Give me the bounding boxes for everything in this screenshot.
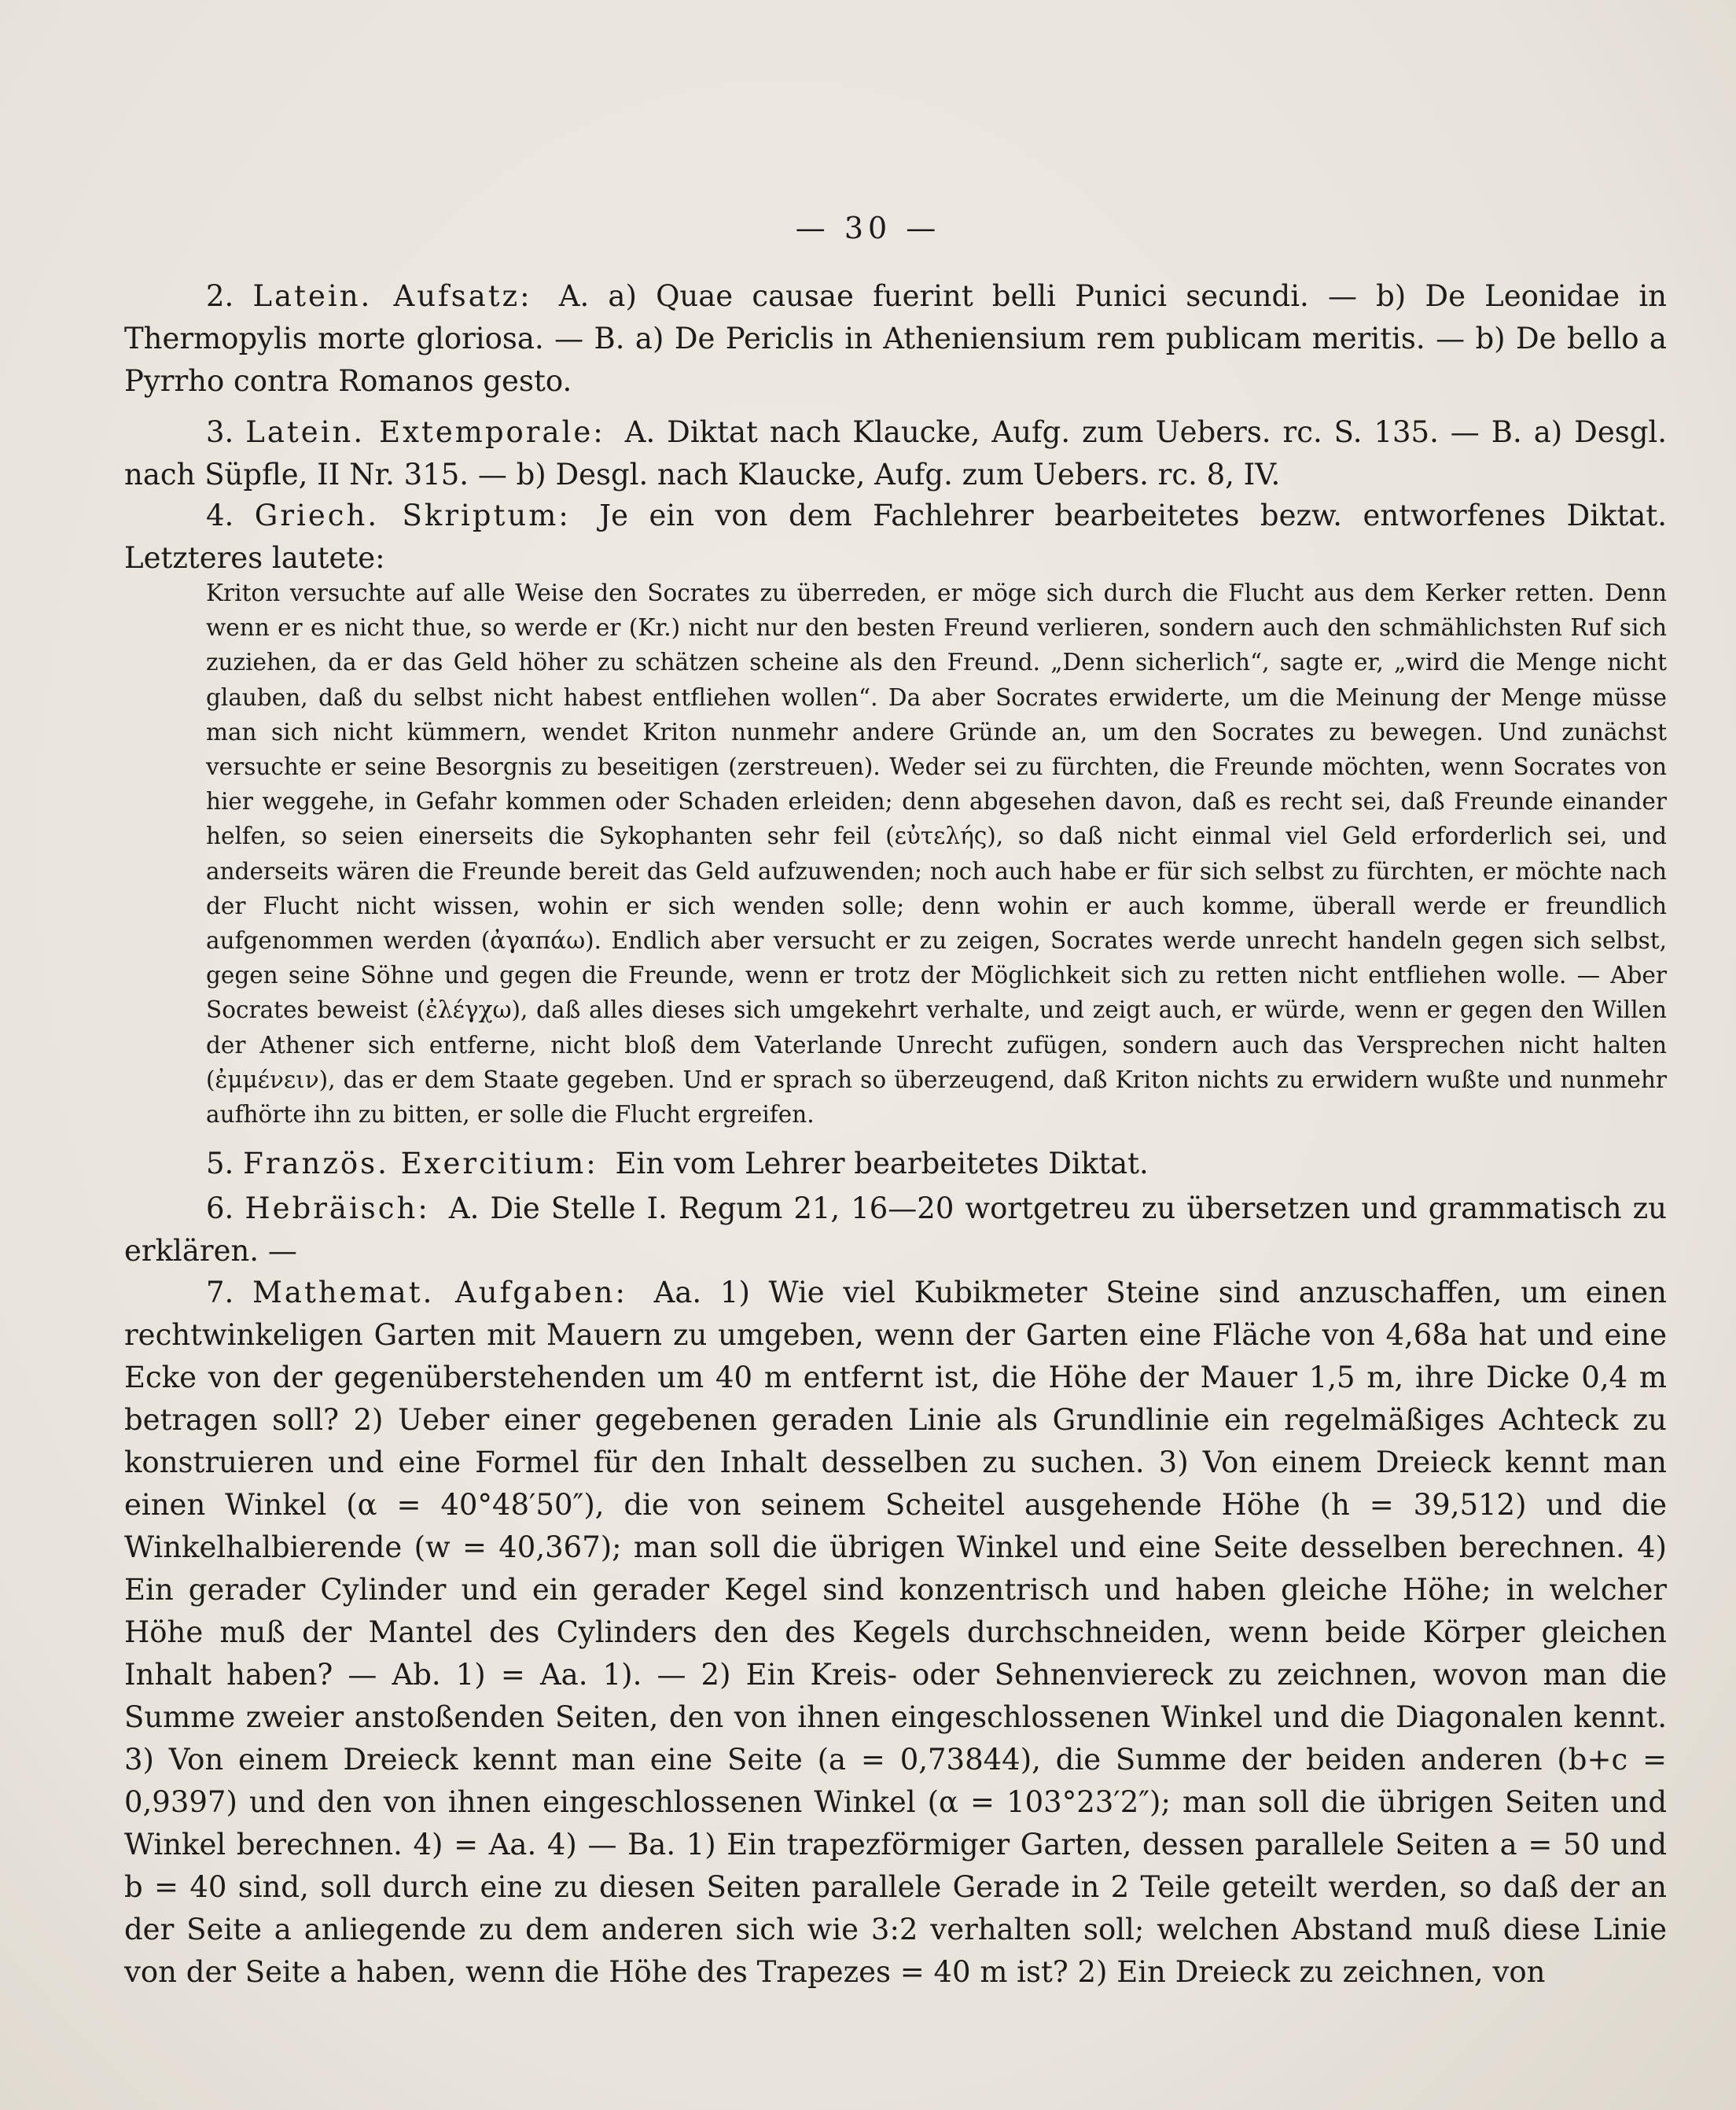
section-number: 5. bbox=[206, 1147, 234, 1180]
section-text: A. Diktat nach Klaucke, Aufg. zum Uebers. rc. S. 135. — B. a) Desgl. nach Süpfle, II Nr. 315. — b) Desgl. nach Klaucke, Aufg. zum Uebers. rc. 8, IV. bbox=[124, 415, 1668, 492]
page-number: — 30 — bbox=[795, 211, 941, 245]
section-heading: Griech. Skriptum: bbox=[254, 499, 571, 532]
section-hebrew bbox=[124, 1188, 1667, 1272]
section-math-problems bbox=[124, 1272, 1667, 1994]
section-number: 4. bbox=[206, 499, 234, 532]
section-number: 6. bbox=[206, 1191, 234, 1225]
greek-dictation-text bbox=[206, 576, 1667, 1132]
section-french-exercitium bbox=[124, 1143, 1667, 1185]
section-heading: Latein. Aufsatz: bbox=[252, 279, 532, 313]
section-text: A. Die Stelle I. Regum 21, 16—20 wortgetreu zu übersetzen und grammatisch zu erklären. — bbox=[124, 1191, 1667, 1268]
section-text: A. a) Quae causae fuerint belli Punici secundi. — b) De Leonidae in Thermopylis morte gloriosa. — B. a) De Periclis in Atheniensium rem publicam meritis. — b) De bello a Pyrrho contra Romanos gesto. bbox=[124, 279, 1668, 398]
section-number: 7. bbox=[206, 1276, 234, 1309]
section-latin-extemporale bbox=[124, 411, 1667, 496]
section-number: 3. bbox=[206, 415, 234, 449]
section-heading: Hebräisch: bbox=[245, 1191, 430, 1225]
section-text: Aa. 1) Wie viel Kubikmeter Steine sind anzuschaffen, um einen rechtwinkeligen Garten mit Mauern zu umgeben, wenn der Garten eine Fläche von 4,68a hat und eine Ecke von der gegenüberstehenden um 40 m entfernt ist, die Höhe der Mauer 1,5 m, ihre Dicke 0,4 m betragen soll? 2) Ueber einer gegebenen geraden Linie als Grundlinie ein regelmäßiges Achteck zu konstruieren und eine Formel für den Inhalt desselben zu suchen. 3) Von einem Dreieck kennt man einen Winkel (α = 40°48′50″), die von seinem Scheitel ausgehende Höhe (h = 39,512) und die Winkelhalbierende (w = 40,367); man soll die übrigen Winkel und eine Seite desselben berechnen. 4) Ein gerader Cylinder und ein gerader Kegel sind konzentrisch und haben gleiche Höhe; in welcher Höhe muß der Mantel des Cylinders den des Kegels durchschneiden, wenn beide Körper gleichen Inhalt haben? — Ab. 1) = Aa. 1). — 2) Ein Kreis- oder Sehnenviereck zu zeichnen, wovon man die Summe zweier anstoßenden Seiten, den von ihnen eingeschlossenen Winkel und die Diagonalen kennt. 3) Von einem Dreieck kennt man eine Seite (a = 0,73844), die Summe der beiden anderen (b+c = 0,9397) und den von ihnen eingeschlossenen Winkel (α = 103°23′2″); man soll die übrigen Seiten und Winkel berechnen. 4) = Aa. 4) — Ba. 1) Ein trapezförmiger Garten, dessen parallele Seiten a = 50 und b = 40 sind, soll durch eine zu diesen Seiten parallele Gerade in 2 Teile geteilt werden, so daß der an der Seite a anliegende zu dem anderen sich wie 3:2 verhalten soll; welchen Abstand muß diese Linie von der Seite a haben, wenn die Höhe des Trapezes = 40 m ist? 2) Ein Dreieck zu zeichnen, von bbox=[124, 1276, 1667, 1989]
section-number: 2. bbox=[206, 279, 234, 313]
section-heading: Mathemat. Aufgaben: bbox=[252, 1276, 627, 1309]
section-text: Ein vom Lehrer bearbeitetes Diktat. bbox=[615, 1147, 1149, 1180]
dictation-body: Kriton versuchte auf alle Weise den Socrates zu überreden, er möge sich durch die Flucht aus dem Kerker retten. Denn wenn er es nicht thue, so werde er (Kr.) nicht nur den besten Freund verlieren, sondern auch den schmählichsten Ruf sich zuziehen, da er das Geld höher zu schätzen scheine als den Freund. „Denn sicherlich“, sagte er, „wird die Menge nicht glauben, daß du selbst nicht habest entfliehen wollen“. Da aber Socrates erwiderte, um die Meinung der Menge müsse man sich nicht kümmern, wendet Kriton nunmehr andere Gründe an, um den Socrates zu bewegen. Und zunächst versuchte er seine Besorgnis zu beseitigen (zerstreuen). Weder sei zu fürchten, die Freunde möchten, wenn Socrates von hier weggehe, in Gefahr kommen oder Schaden erleiden; denn abgesehen davon, daß es recht sei, daß Freunde einander helfen, so seien einerseits die Sykophanten sehr feil (εὐτελής), so daß nicht einmal viel Geld erforderlich sei, und anderseits wären die Freunde bereit das Geld aufzuwenden; noch auch habe er für sich selbst zu fürchten, er möchte nach der Flucht nicht wissen, wohin er sich wenden solle; denn wohin er auch komme, überall werde er freundlich aufgenommen werden (ἀγαπάω). Endlich aber versucht er zu zeigen, Socrates werde unrecht handeln gegen sich selbst, gegen seine Söhne und gegen die Freunde, wenn er trotz der Möglichkeit sich zu retten nicht entfliehen wolle. — Aber Socrates beweist (ἐλέγχω), daß alles dieses sich umgekehrt verhalte, und zeigt auch, er würde, wenn er gegen den Willen der Athener sich entferne, nicht bloß dem Vaterlande Unrecht zufügen, sondern auch das Versprechen nicht halten (ἐμμένειν), das er dem Staate gegeben. Und er sprach so überzeugend, daß Kriton nichts zu erwidern wußte und nunmehr aufhörte ihn zu bitten, er solle die Flucht ergreifen. bbox=[206, 580, 1667, 1129]
section-latin-essay bbox=[124, 275, 1667, 403]
section-greek-skriptum bbox=[124, 495, 1667, 580]
section-heading: Latein. Extemporale: bbox=[245, 415, 605, 449]
section-text: Je ein von dem Fachlehrer bearbeitetes bezw. entworfenes Diktat. Letzteres lautete: bbox=[124, 499, 1668, 575]
section-heading: Französ. Exercitium: bbox=[243, 1147, 598, 1180]
